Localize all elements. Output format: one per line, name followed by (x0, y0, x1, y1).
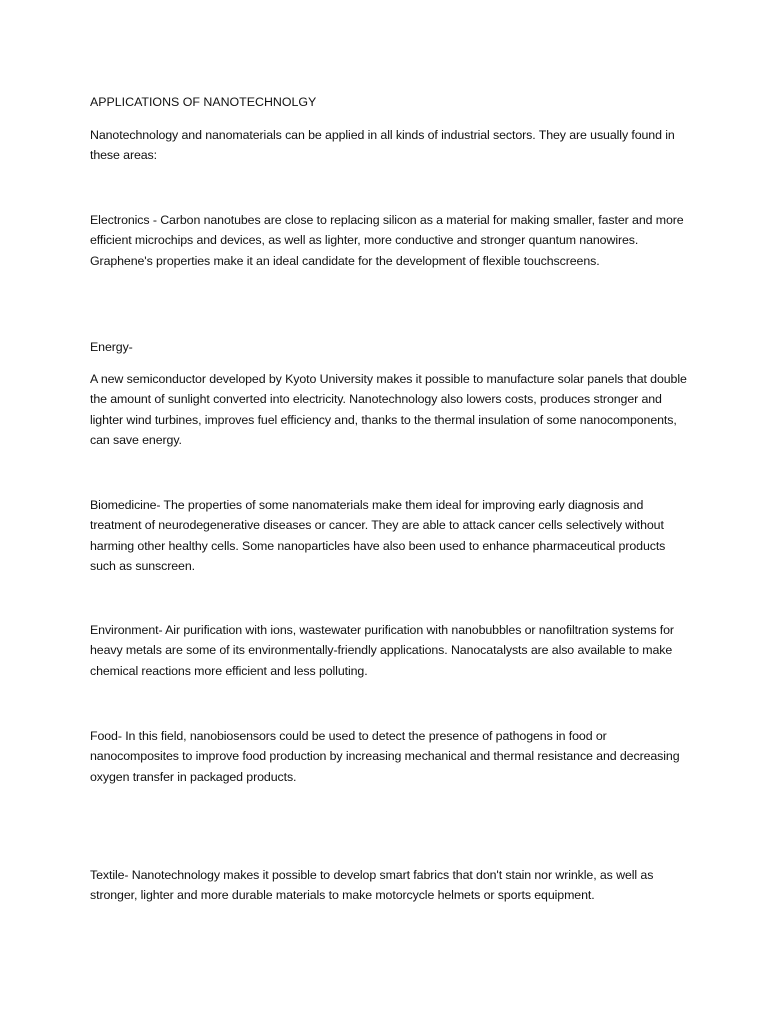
textile-paragraph: Textile- Nanotechnology makes it possible to develop smart fabrics that don't stain nor wrinkle, as well as stronger, lighter and more durable materials to make motorcycle helmets or sports equipment. (90, 868, 654, 903)
document-title: APPLICATIONS OF NANOTECHNOLGY (90, 95, 317, 109)
biomedicine-paragraph: Biomedicine- The properties of some nanomaterials make them ideal for improving early diagnosis and treatment of neurodegenerative diseases or cancer. They are able to attack cancer cells selectively without harming other healthy cells. Some nanoparticles have also been used to enhance pharmaceutical products such as sunscreen. (90, 498, 666, 574)
document-page (90, 0, 690, 1024)
electronics-paragraph: Electronics - Carbon nanotubes are close to replacing silicon as a material for making smaller, faster and more efficient microchips and devices, as well as lighter, more conductive and stronger quantum nanowires. Graphene's properties make it an ideal candidate for the development of flexible touchscreens. (90, 213, 684, 268)
environment-paragraph: Environment- Air purification with ions, wastewater purification with nanobubbles or nanofiltration systems for heavy metals are some of its environmentally-friendly applications. Nanocatalysts are also available to make chemical reactions more efficient and less polluting. (90, 623, 674, 678)
food-paragraph: Food- In this field, nanobiosensors could be used to detect the presence of pathogens in food or nanocomposites to improve food production by increasing mechanical and thermal resistance and decreasing oxygen transfer in packaged products. (90, 729, 680, 784)
energy-paragraph: A new semiconductor developed by Kyoto University makes it possible to manufacture solar panels that double the amount of sunlight converted into electricity. Nanotechnology also lowers costs, produces stronger and lighter wind turbines, improves fuel efficiency and, thanks to the thermal insulation of some nanocomponents, can save energy. (90, 372, 687, 448)
energy-heading: Energy- (90, 340, 133, 354)
intro-paragraph: Nanotechnology and nanomaterials can be applied in all kinds of industrial sectors. They are usually found in these areas: (90, 128, 675, 163)
